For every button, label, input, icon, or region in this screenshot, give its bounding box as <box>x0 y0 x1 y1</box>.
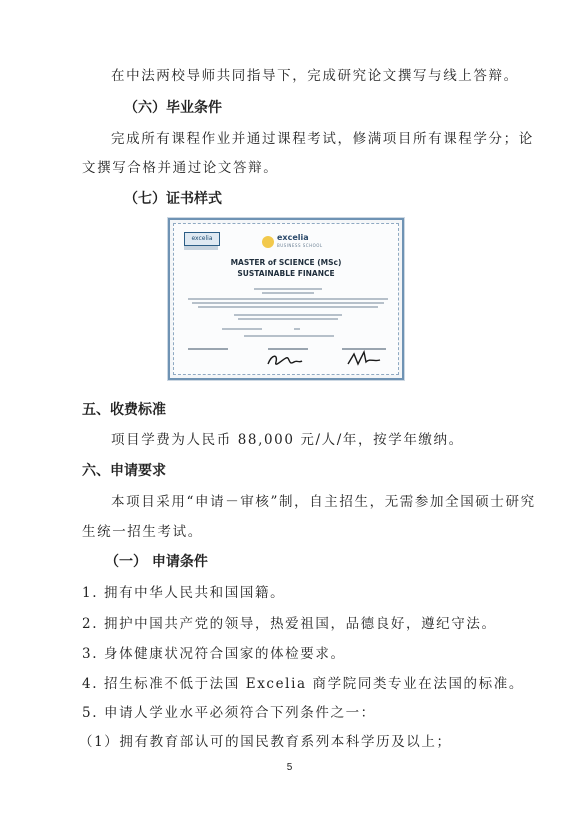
paragraph-fees: 项目学费为人民币 88,000 元/人/年，按学年缴纳。 <box>111 432 464 448</box>
list-item: （1）拥有教育部认可的国民教育系列本科学历及以上； <box>79 734 452 750</box>
paragraph-application-b: 生统一招生考试。 <box>82 524 203 540</box>
certificate-fine-print <box>188 298 388 300</box>
signature-center <box>264 350 304 370</box>
certificate-right-logo: excelia <box>277 233 309 242</box>
paragraph-thesis: 在中法两校导师共同指导下，完成研究论文撰写与线上答辩。 <box>111 68 519 84</box>
certificate-fine-print <box>244 335 334 337</box>
certificate-fine-print <box>238 318 338 320</box>
heading-certificate-sample: （七）证书样式 <box>124 191 222 207</box>
list-item: 3. 身体健康状况符合国家的体检要求。 <box>82 646 346 662</box>
certificate-left-logo: excelia <box>184 232 220 246</box>
paragraph-graduation-a: 完成所有课程作业并通过课程考试，修满项目所有课程学分；论 <box>111 131 534 147</box>
page-number: 5 <box>286 762 293 773</box>
certificate-fine-print <box>222 328 262 330</box>
certificate-title-degree: MASTER of SCIENCE (MSc) <box>230 258 342 267</box>
list-item: 4. 招生标准不低于法国 Excelia 商学院同类专业在法国的标准。 <box>82 676 524 692</box>
signature-right <box>344 348 384 370</box>
list-item: 2. 拥护中国共产党的领导，热爱祖国，品德良好，遵纪守法。 <box>82 616 497 632</box>
certificate-fine-print <box>192 302 384 304</box>
paragraph-application-a: 本项目采用“申请－审核”制，自主招生，无需参加全国硕士研究 <box>111 494 536 510</box>
certificate-left-logo-bar <box>184 246 218 250</box>
certificate-fine-print <box>254 288 322 290</box>
heading-application-requirements: 六、申请要求 <box>82 463 166 479</box>
certificate-fine-print <box>234 314 342 316</box>
certificate-fine-print <box>294 328 300 330</box>
heading-application-conditions: （一） 申请条件 <box>105 554 208 570</box>
certificate-image <box>168 218 404 380</box>
excelia-logo-icon <box>262 236 274 248</box>
certificate-right-logo-sub: BUSINESS SCHOOL <box>277 243 323 248</box>
certificate-fine-print <box>198 306 378 308</box>
certificate-title-program: SUSTAINABLE FINANCE <box>237 269 335 278</box>
list-item: 1. 拥有中华人民共和国国籍。 <box>82 585 286 601</box>
heading-fees: 五、收费标准 <box>82 402 166 418</box>
paragraph-graduation-b: 文撰写合格并通过论文答辩。 <box>82 160 279 176</box>
list-item: 5. 申请人学业水平必须符合下列条件之一： <box>82 705 376 721</box>
heading-graduation-requirements: （六）毕业条件 <box>124 100 222 116</box>
signature-label-left <box>188 348 228 350</box>
certificate-fine-print <box>262 292 314 294</box>
